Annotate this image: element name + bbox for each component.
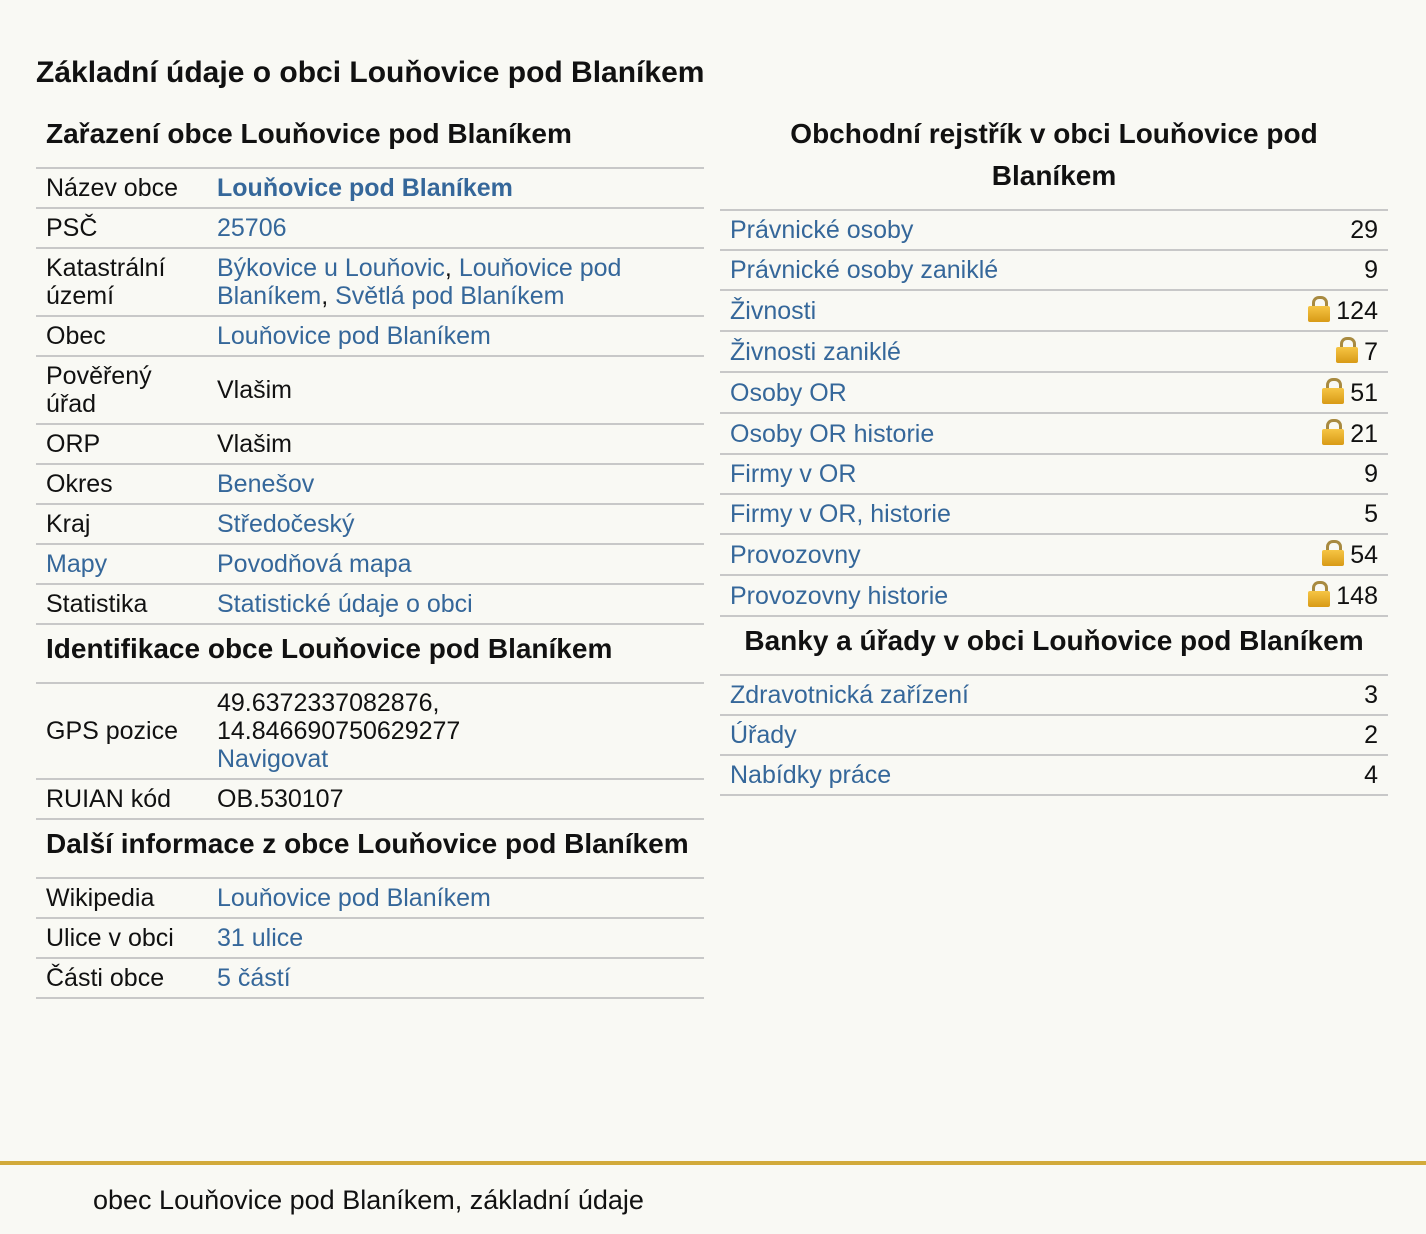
row-label: Ulice v obci <box>36 918 207 958</box>
count-value: 51 <box>1350 379 1378 407</box>
more-info-title: Další informace z obce Louňovice pod Blaníkem <box>36 820 704 879</box>
row-label: RUIAN kód <box>36 779 207 819</box>
streets-link[interactable]: 31 ulice <box>217 924 304 952</box>
classification-title: Zařazení obce Louňovice pod Blaníkem <box>36 110 704 169</box>
table-row <box>36 958 704 998</box>
table-row <box>36 208 704 248</box>
row-label: Katastrální území <box>36 248 207 316</box>
footer-divider <box>0 1161 1426 1165</box>
right-column <box>720 110 1388 796</box>
statistics-link[interactable]: Statistické údaje o obci <box>217 590 473 618</box>
identification-title: Identifikace obce Louňovice pod Blaníkem <box>36 625 704 684</box>
table-row <box>720 413 1388 454</box>
table-row <box>720 494 1388 534</box>
count-value: 9 <box>1364 460 1378 488</box>
count-value: 21 <box>1350 420 1378 448</box>
row-label: GPS pozice <box>36 684 207 779</box>
maps-link[interactable]: Mapy <box>46 550 108 578</box>
table-row <box>36 684 704 779</box>
register-link[interactable]: Firmy v OR <box>730 460 857 488</box>
count-value: 2 <box>1364 721 1378 749</box>
table-row <box>36 464 704 504</box>
row-label: Okres <box>36 464 207 504</box>
wikipedia-link[interactable]: Louňovice pod Blaníkem <box>217 884 491 912</box>
register-link[interactable]: Úřady <box>730 721 797 749</box>
business-register-table <box>720 211 1388 617</box>
count-value: 5 <box>1364 500 1378 528</box>
parts-link[interactable]: 5 částí <box>217 964 291 992</box>
register-link[interactable]: Právnické osoby <box>730 216 914 244</box>
table-row <box>720 575 1388 616</box>
identification-table <box>36 684 704 820</box>
left-column <box>36 110 704 999</box>
authorized-office-value: Vlašim <box>207 356 704 424</box>
register-link[interactable]: Firmy v OR, historie <box>730 500 951 528</box>
count-value: 9 <box>1364 256 1378 284</box>
more-info-table <box>36 879 704 999</box>
table-row <box>720 331 1388 372</box>
cadastral-link[interactable]: Louňovice pod Blaníkem <box>217 254 622 310</box>
table-row <box>36 918 704 958</box>
table-row <box>36 584 704 624</box>
row-label: Wikipedia <box>36 879 207 918</box>
count-value: 4 <box>1364 761 1378 789</box>
table-row <box>720 250 1388 290</box>
classification-table <box>36 169 704 625</box>
lock-icon <box>1322 419 1344 445</box>
table-row <box>36 316 704 356</box>
table-row <box>720 755 1388 795</box>
table-row <box>36 356 704 424</box>
count-value: 54 <box>1350 541 1378 569</box>
psc-link[interactable]: 25706 <box>217 214 287 242</box>
table-row <box>36 879 704 918</box>
table-row <box>36 544 704 584</box>
table-row <box>36 779 704 819</box>
flood-map-link[interactable]: Povodňová mapa <box>217 550 412 578</box>
gps-latitude: 49.6372337082876, <box>217 689 440 717</box>
row-label: Statistika <box>36 584 207 624</box>
ruian-value: OB.530107 <box>207 779 704 819</box>
table-row <box>36 248 704 316</box>
banks-offices-table <box>720 676 1388 796</box>
table-row <box>720 290 1388 331</box>
row-label: Název obce <box>36 169 207 208</box>
table-row <box>720 211 1388 250</box>
row-label: Pověřený úřad <box>36 356 207 424</box>
table-row <box>36 504 704 544</box>
page-title: Základní údaje o obci Louňovice pod Blaníkem <box>36 56 705 89</box>
table-row <box>720 372 1388 413</box>
district-link[interactable]: Benešov <box>217 470 315 498</box>
count-value: 29 <box>1350 216 1378 244</box>
footer-text: obec Louňovice pod Blaníkem, základní údaje <box>93 1185 644 1215</box>
lock-icon <box>1322 378 1344 404</box>
row-label: Části obce <box>36 958 207 998</box>
row-label: ORP <box>36 424 207 464</box>
municipality-link[interactable]: Louňovice pod Blaníkem <box>217 322 491 350</box>
separator: , <box>321 282 336 310</box>
orp-value: Vlašim <box>207 424 704 464</box>
register-link[interactable]: Osoby OR historie <box>730 419 935 448</box>
register-link[interactable]: Osoby OR <box>730 378 847 407</box>
table-row <box>720 676 1388 715</box>
cadastral-link[interactable]: Světlá pod Blaníkem <box>335 282 565 310</box>
row-label: PSČ <box>36 208 207 248</box>
cadastral-link[interactable]: Býkovice u Louňovic <box>217 254 445 282</box>
count-value: 124 <box>1336 297 1378 325</box>
register-link[interactable]: Živnosti zaniklé <box>730 337 901 366</box>
register-link[interactable]: Nabídky práce <box>730 761 892 789</box>
register-link[interactable]: Právnické osoby zaniklé <box>730 256 999 284</box>
separator: , <box>444 254 459 282</box>
lock-icon <box>1322 540 1344 566</box>
lock-icon <box>1336 337 1358 363</box>
banks-offices-title: Banky a úřady v obci Louňovice pod Blaníkem <box>720 617 1388 676</box>
lock-icon <box>1308 296 1330 322</box>
register-link[interactable]: Zdravotnická zařízení <box>730 681 969 709</box>
table-row <box>36 169 704 208</box>
table-row <box>36 424 704 464</box>
municipality-name-link[interactable]: Louňovice pod Blaníkem <box>217 174 513 202</box>
register-link[interactable]: Provozovny historie <box>730 581 949 610</box>
row-label: Obec <box>36 316 207 356</box>
navigate-link[interactable]: Navigovat <box>217 745 329 773</box>
table-row <box>720 454 1388 494</box>
table-row <box>720 715 1388 755</box>
business-register-title: Obchodní rejstřík v obci Louňovice pod Blaníkem <box>720 110 1388 211</box>
register-link[interactable]: Živnosti <box>730 296 817 325</box>
count-value: 3 <box>1364 681 1378 709</box>
lock-icon <box>1308 581 1330 607</box>
region-link[interactable]: Středočeský <box>217 510 355 538</box>
count-value: 148 <box>1336 582 1378 610</box>
register-link[interactable]: Provozovny <box>730 540 861 569</box>
count-value: 7 <box>1364 338 1378 366</box>
gps-longitude: 14.846690750629277 <box>217 717 461 745</box>
row-label: Kraj <box>36 504 207 544</box>
table-row <box>720 534 1388 575</box>
